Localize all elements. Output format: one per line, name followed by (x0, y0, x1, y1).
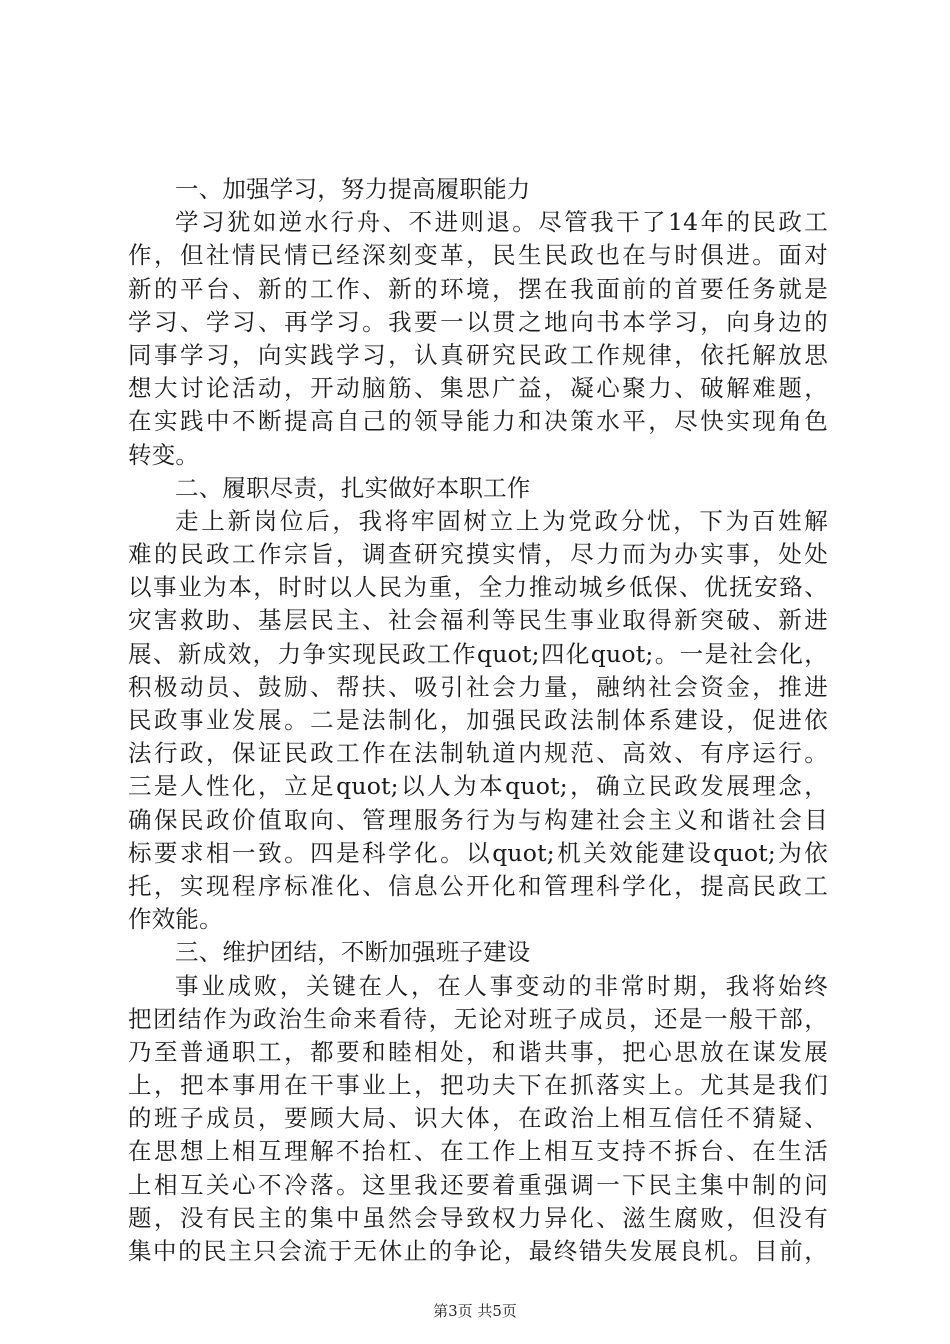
paragraph-line: 难的民政工作宗旨，调查研究摸实情，尽力而为办实事，处处 (128, 540, 828, 569)
paragraph-line: 的班子成员，要顾大局、识大体，在政治上相互信任不猜疑、 (128, 1104, 828, 1133)
paragraph-line: 转变。 (128, 440, 200, 469)
paragraph-line: 把团结作为政治生命来看待，无论对班子成员，还是一般干部， (128, 1004, 828, 1033)
paragraph-line: 作，但社情民情已经深刻变革，民生民政也在与时俱进。面对 (128, 241, 828, 270)
paragraph-line: 事业成败，关键在人，在人事变动的非常时期，我将始终 (175, 971, 828, 1000)
document-body (128, 173, 828, 1268)
paragraph-line: 在思想上相互理解不抬杠、在工作上相互支持不拆台、在生活 (128, 1137, 828, 1166)
paragraph-line: 展、新成效，力争实现民政工作quot;四化quot;。一是社会化， (128, 639, 828, 668)
paragraph-line: 灾害救助、基层民主、社会福利等民生事业取得新突破、新进 (128, 606, 828, 635)
paragraph-line: 同事学习，向实践学习，认真研究民政工作规律，依托解放思 (128, 340, 828, 369)
paragraph-line: 上相互关心不冷落。这里我还要着重强调一下民主集中制的问 (128, 1170, 828, 1199)
paragraph-line: 上，把本事用在干事业上，把功夫下在抓落实上。尤其是我们 (128, 1071, 828, 1100)
paragraph-line: 集中的民主只会流于无休止的争论，最终错失发展良机。目前， (128, 1237, 828, 1265)
paragraph-line: 题，没有民主的集中虽然会导致权力异化、滋生腐败，但没有 (128, 1203, 828, 1232)
section-heading: 一、加强学习，努力提高履职能力 (175, 175, 531, 203)
paragraph-line: 走上新岗位后，我将牢固树立上为党政分忧，下为百姓解 (175, 506, 828, 535)
paragraph-line: 学习犹如逆水行舟、不进则退。尽管我干了14年的民政工 (175, 208, 828, 237)
paragraph-line: 确保民政价值取向、管理服务行为与构建社会主义和谐社会目 (128, 805, 828, 834)
paragraph-line: 积极动员、鼓励、帮扶、吸引社会力量，融纳社会资金，推进 (128, 672, 828, 701)
paragraph-line: 托，实现程序标准化、信息公开化和管理科学化，提高民政工 (128, 871, 828, 900)
paragraph-line: 标要求相一致。四是科学化。以quot;机关效能建设quot;为依 (128, 838, 828, 867)
paragraph-line: 在实践中不断提高自己的领导能力和决策水平，尽快实现角色 (128, 407, 828, 436)
paragraph-line: 作效能。 (128, 905, 223, 934)
section-heading: 二、履职尽责，扎实做好本职工作 (175, 473, 531, 502)
paragraph-line: 乃至普通职工，都要和睦相处，和谐共事，把心思放在谋发展 (128, 1037, 828, 1066)
paragraph-line: 三是人性化，立足quot;以人为本quot;，确立民政发展理念， (128, 772, 828, 801)
paragraph-line: 以事业为本，时时以人民为重，全力推动城乡低保、优抚安臵、 (128, 573, 828, 602)
section-heading: 三、维护团结，不断加强班子建设 (175, 938, 531, 967)
page-footer: 第3页 共5页 (433, 1302, 517, 1320)
paragraph-line: 法行政，保证民政工作在法制轨道内规范、高效、有序运行。 (128, 739, 828, 768)
paragraph-line: 想大讨论活动，开动脑筋、集思广益，凝心聚力、破解难题， (128, 374, 828, 403)
paragraph-line: 新的平台、新的工作、新的环境，摆在我面前的首要任务就是 (128, 274, 828, 303)
paragraph-line: 学习、学习、再学习。我要一以贯之地向书本学习，向身边的 (128, 307, 828, 336)
paragraph-line: 民政事业发展。二是法制化，加强民政法制体系建设，促进依 (128, 706, 828, 734)
